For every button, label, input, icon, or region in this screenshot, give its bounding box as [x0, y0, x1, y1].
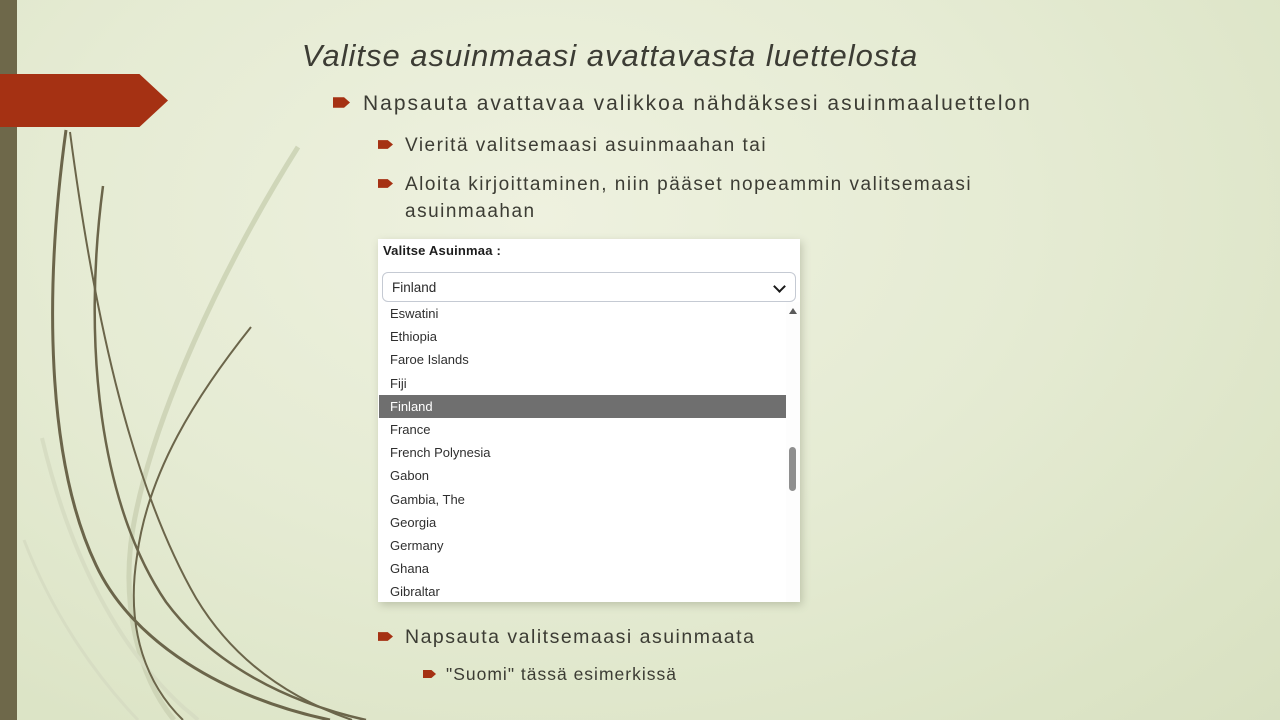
bullet-item-5: [423, 662, 677, 686]
bullet-flag-icon: [423, 669, 436, 679]
bullet-flag-icon: [378, 139, 393, 150]
country-list: [379, 302, 786, 602]
country-option[interactable]: Germany: [390, 537, 444, 553]
country-select-value: Finland: [392, 279, 437, 295]
bullet-text: Aloita kirjoittaminen, niin pääset nopeammin valitsemaasi asuinmaahan: [405, 174, 973, 222]
bullet-item-2: [378, 132, 767, 159]
bullet-text: Vieritä valitsemaasi asuinmaahan tai: [405, 135, 768, 156]
country-option[interactable]: Gabon: [390, 468, 430, 484]
bullet-flag-icon: [378, 631, 393, 642]
country-option[interactable]: Faroe Islands: [390, 352, 469, 368]
country-option[interactable]: Gibraltar: [390, 584, 440, 600]
chevron-down-icon: [773, 280, 786, 293]
country-option[interactable]: Fiji: [390, 375, 407, 391]
country-option[interactable]: Georgia: [390, 514, 437, 530]
country-option[interactable]: France: [390, 422, 431, 438]
scrollbar-thumb[interactable]: [789, 447, 796, 491]
bullet-text: "Suomi" tässä esimerkissä: [446, 664, 677, 684]
country-option[interactable]: Eswatini: [390, 306, 439, 322]
bullet-text: Napsauta valitsemaasi asuinmaata: [405, 626, 756, 648]
country-option[interactable]: Ghana: [390, 561, 430, 577]
bullet-item-3: [378, 171, 1045, 225]
country-form-panel: [378, 239, 800, 602]
country-option[interactable]: Finland: [379, 395, 786, 418]
scroll-up-arrow-icon[interactable]: [789, 308, 797, 314]
dropdown-scrollbar[interactable]: [786, 302, 800, 602]
country-option[interactable]: French Polynesia: [390, 445, 491, 461]
red-arrow-banner-icon: [0, 74, 168, 127]
bullet-flag-icon: [378, 178, 393, 189]
select-country-label: Valitse Asuinmaa :: [383, 243, 501, 258]
country-select[interactable]: [382, 272, 796, 302]
bullet-item-1: [333, 90, 1032, 117]
country-dropdown-list: [378, 302, 800, 602]
bullet-item-4: [378, 624, 755, 650]
country-option[interactable]: Ethiopia: [390, 329, 437, 345]
bullet-flag-icon: [333, 96, 350, 109]
country-option[interactable]: Gambia, The: [390, 491, 465, 507]
slide-title: Valitse asuinmaasi avattavasta luettelosta: [301, 38, 919, 73]
bullet-text: Napsauta avattavaa valikkoa nähdäksesi asuinmaaluettelon: [363, 92, 1032, 115]
